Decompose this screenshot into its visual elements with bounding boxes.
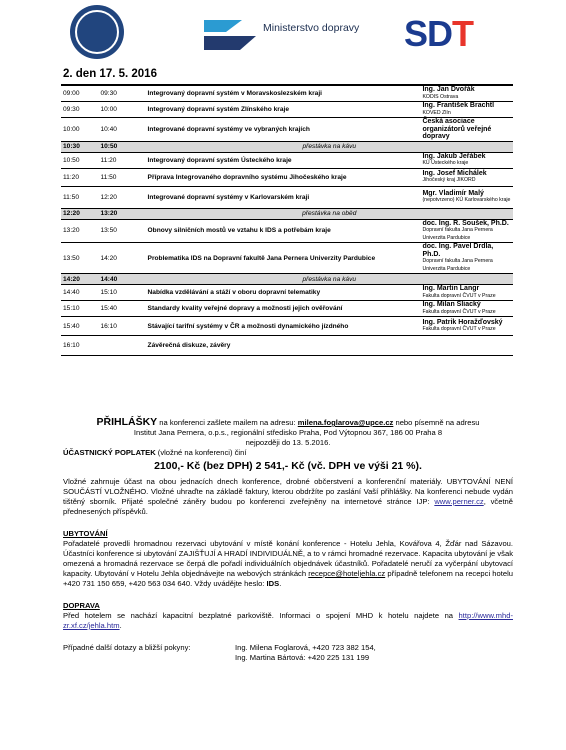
sdt-logo xyxy=(404,14,473,54)
registration-text-a: na konferenci zašlete mailem na adresu: xyxy=(157,418,298,427)
speaker-cell xyxy=(420,186,513,208)
end-time: 13:50 xyxy=(98,219,145,243)
registration-email[interactable]: milena.foglarova@upce.cz xyxy=(297,418,394,427)
program-row xyxy=(61,186,513,208)
talk-title: Závěrečná diskuze, závěry xyxy=(146,336,421,356)
end-time: 14:20 xyxy=(98,243,145,274)
program-row xyxy=(61,317,513,336)
end-time: 10:00 xyxy=(98,102,145,118)
start-time: 16:10 xyxy=(61,336,98,356)
speaker-cell xyxy=(420,152,513,168)
speaker-affiliation: KOVED Zlín xyxy=(422,109,451,116)
end-time: 14:40 xyxy=(98,274,145,285)
speaker-cell xyxy=(420,85,513,102)
talk-title: Integrované dopravní systémy ve vybraných krajích xyxy=(146,118,421,142)
fee-line xyxy=(63,448,513,458)
program-break-row xyxy=(61,208,513,219)
speaker-affiliation: KODIS Ostrava xyxy=(422,93,459,100)
talk-title: Standardy kvality veřejné dopravy a možnosti jejich ověřování xyxy=(146,301,421,317)
program-row xyxy=(61,85,513,102)
registration-text-b: nebo písemně na adresu xyxy=(393,418,480,427)
transport-heading: DOPRAVA xyxy=(63,601,100,610)
speaker-affiliation: KÚ Ústeckého kraje xyxy=(422,160,469,166)
break-label: přestávka na oběd xyxy=(146,208,513,219)
transport-text-b: . xyxy=(119,621,122,630)
start-time: 14:20 xyxy=(61,274,98,285)
end-time: 15:10 xyxy=(98,285,145,301)
institute-logo xyxy=(70,5,124,59)
program-row xyxy=(61,336,513,356)
registration-address: Institut Jana Pernera, o.p.s., regionální středisko Praha, Pod Výtopnou 367, 186 00 Praha 8 xyxy=(133,428,443,437)
start-time: 15:10 xyxy=(61,301,98,317)
start-time: 13:20 xyxy=(61,219,98,243)
fee-text xyxy=(63,477,513,517)
speaker-name: Ing. Martin Langr xyxy=(422,285,480,292)
speaker-cell xyxy=(420,317,513,336)
program-row xyxy=(61,219,513,243)
end-time: 11:20 xyxy=(98,152,145,168)
contacts-label: Případné další dotazy a bližší pokyny: xyxy=(63,643,191,652)
fee-note: (vložné na konferenci) činí xyxy=(155,448,247,457)
program-row xyxy=(61,285,513,301)
speaker-name: Česká asociace organizátorů veřejné dopravy xyxy=(422,118,492,140)
fee-text-b: , včetně přednesených příspěvků. xyxy=(63,497,513,516)
start-time: 13:50 xyxy=(61,243,98,274)
start-time: 09:30 xyxy=(61,102,98,118)
program-break-row xyxy=(61,141,513,152)
end-time: 13:20 xyxy=(98,208,145,219)
program-row xyxy=(61,168,513,186)
hotel-email[interactable]: recepce@hoteljehla.cz xyxy=(308,569,386,578)
speaker-name: Ing. Jakub Jeřábek xyxy=(422,152,486,160)
start-time: 15:40 xyxy=(61,317,98,336)
program-row xyxy=(61,243,513,274)
speaker-affiliation: Dopravní fakulta Jana Pernera Univerzita Pardubice xyxy=(422,258,493,272)
web-link[interactable]: www.perner.cz xyxy=(434,497,484,506)
talk-title: Příprava Integrovaného dopravního systému Jihočeského kraje xyxy=(146,168,421,186)
talk-title: Nabídka vzdělávání a stáží v oboru dopravní telematiky xyxy=(146,285,421,301)
talk-title: Integrované dopravní systémy v Karlovarském kraji xyxy=(146,186,421,208)
speaker-affiliation: Fakulta dopravní ČVUT v Praze xyxy=(422,292,496,299)
start-time: 14:40 xyxy=(61,285,98,301)
talk-title: Obnovy silničních mostů ve vztahu k IDS a potřebám kraje xyxy=(146,219,421,243)
end-time: 15:40 xyxy=(98,301,145,317)
speaker-name: Ing. Patrik Horažďovský xyxy=(422,318,503,326)
speaker-cell xyxy=(420,243,513,274)
accommodation-text-c: . xyxy=(279,579,282,588)
program-row xyxy=(61,102,513,118)
speaker-cell xyxy=(420,102,513,118)
talk-title: Stávající tarifní systémy v ČR a možnosti dynamického jízdného xyxy=(146,317,421,336)
sdt-letter-d: D xyxy=(427,13,453,54)
program-table xyxy=(61,84,513,356)
end-time: 12:20 xyxy=(98,186,145,208)
end-time: 16:10 xyxy=(98,317,145,336)
start-time: 10:30 xyxy=(61,141,98,152)
accommodation-text xyxy=(63,539,513,589)
registration-line-1 xyxy=(63,417,513,428)
logo-ring xyxy=(75,10,119,54)
start-time: 10:50 xyxy=(61,152,98,168)
registration-deadline: nejpozději do 13. 5.2016. xyxy=(245,438,331,447)
start-time: 10:00 xyxy=(61,118,98,142)
speaker-name: Ing. Jan Dvořák xyxy=(422,86,475,93)
ministry-logo-icon xyxy=(200,14,260,58)
fee-price: 2100,- Kč (bez DPH) 2 541,- Kč (vč. DPH ve výši 21 %). xyxy=(154,460,422,472)
fee-label: ÚČASTNICKÝ POPLATEK xyxy=(63,448,156,457)
registration-heading: PŘIHLÁŠKY xyxy=(96,416,158,428)
speaker-cell xyxy=(420,285,513,301)
info-section xyxy=(63,417,513,663)
sdt-letter-s: S xyxy=(404,13,428,54)
end-time: 10:40 xyxy=(98,118,145,142)
talk-title: Integrovaný dopravní systém Zlínského kraje xyxy=(146,102,421,118)
end-time xyxy=(98,336,145,356)
break-label: přestávka na kávu xyxy=(146,141,513,152)
contact-1: Ing. Milena Foglarová, +420 723 382 154, xyxy=(235,643,376,652)
day-heading: 2. den 17. 5. 2016 xyxy=(63,68,157,80)
speaker-affiliation: Fakulta dopravní ČVUT v Praze xyxy=(422,326,496,332)
talk-title: Problematika IDS na Dopravní fakultě Jana Pernera Univerzity Pardubice xyxy=(146,243,421,274)
ministry-name: Ministerstvo dopravy xyxy=(263,22,360,34)
speaker-cell xyxy=(420,301,513,317)
program-row xyxy=(61,118,513,142)
talk-title: Integrovaný dopravní systém v Moravskoslezském kraji xyxy=(146,85,421,102)
contact-2: Ing. Martina Bártová: +420 225 131 199 xyxy=(235,653,370,662)
transport-text-a: Před hotelem se nachází kapacitní bezplatné parkoviště. Informaci o spojení MHD k hotelu najdete na xyxy=(63,611,459,620)
speaker-affiliation: (nepotvrzeno) KÚ Karlovarského kraje xyxy=(422,197,511,203)
speaker-name: Ing. Milan Sliacký xyxy=(422,301,481,308)
start-time: 09:00 xyxy=(61,85,98,102)
contacts-row-1 xyxy=(63,643,513,653)
speaker-cell xyxy=(420,336,513,356)
program-row xyxy=(61,301,513,317)
program-row xyxy=(61,152,513,168)
speaker-affiliation: Fakulta dopravní ČVUT v Praze xyxy=(422,308,496,315)
program-break-row xyxy=(61,274,513,285)
accommodation-text-a: Pořadatelé provedli hromadnou rezervaci ubytování v místě konání konference - Hotelu Jehla, Kovářova 4, Žďár nad Sázavou. Účastníci konference si ubytování ZAJIŠŤUJÍ A HRADÍ INDIVIDUÁLNĚ, a to v rámci hromadné rezervace. Kapacita ubytování je však omezená a hromadná rezervace se čerpá dle pořadí individuálních objednávek účastníků. Pořadatelé neručí za vyčerpání ubytovací kapacity. Ubytování v Hotelu Jehla objednávejte na webových stránkách xyxy=(63,539,513,578)
contacts-row-2 xyxy=(63,653,513,663)
contacts-spacer xyxy=(63,653,235,663)
speaker-name: doc. Ing. Pavel Drdla, Ph.D. xyxy=(422,243,494,258)
transport-text xyxy=(63,611,513,631)
accommodation-text-b: případně telefonem na recepci hotelu +420 731 150 659, +420 563 034 640. Vždy uvádějte heslo: xyxy=(63,569,514,588)
header-logos xyxy=(0,0,566,64)
speaker-name: Mgr. Vladimír Malý xyxy=(422,189,484,197)
speaker-cell xyxy=(420,168,513,186)
start-time: 12:20 xyxy=(61,208,98,219)
start-time: 11:50 xyxy=(61,186,98,208)
speaker-name: Ing. Josef Michálek xyxy=(422,169,487,177)
sdt-letter-t: T xyxy=(452,13,474,54)
end-time: 09:30 xyxy=(98,85,145,102)
break-label: přestávka na kávu xyxy=(146,274,513,285)
start-time: 11:20 xyxy=(61,168,98,186)
end-time: 10:50 xyxy=(98,141,145,152)
speaker-cell xyxy=(420,219,513,243)
accommodation-heading: UBYTOVÁNÍ xyxy=(63,529,108,538)
speaker-cell xyxy=(420,118,513,142)
speaker-affiliation: Jihočeský kraj JIKORD xyxy=(422,177,476,183)
end-time: 11:50 xyxy=(98,168,145,186)
speaker-name: doc. Ing. R. Soušek, Ph.D. xyxy=(422,219,509,227)
booking-password: IDS xyxy=(266,579,280,588)
speaker-name: Ing. František Brachtl xyxy=(422,102,495,109)
speaker-affiliation: Dopravní fakulta Jana Pernera Univerzita Pardubice xyxy=(422,227,493,241)
talk-title: Integrovaný dopravní systém Ústeckého kraje xyxy=(146,152,421,168)
fee-text-a: Vložné zahrnuje účast na obou jednacích dnech konference, drobné občerstvení a konferenční materiály. UBYTOVÁNÍ NENÍ SOUČÁSTÍ VLOŽNÉHO. Vložné uhraďte na základě faktury, kterou obdržíte po zaslání Vaší přihlášky. Na konferenci nebude vydán tištěný sborník. Přijaté společné záněry budou po konferenci zveřejněny na internetové stránce IJP: xyxy=(63,477,513,506)
transport-link[interactable]: http://www.mhd-zr.xf.cz/jehla.htm xyxy=(63,611,513,630)
